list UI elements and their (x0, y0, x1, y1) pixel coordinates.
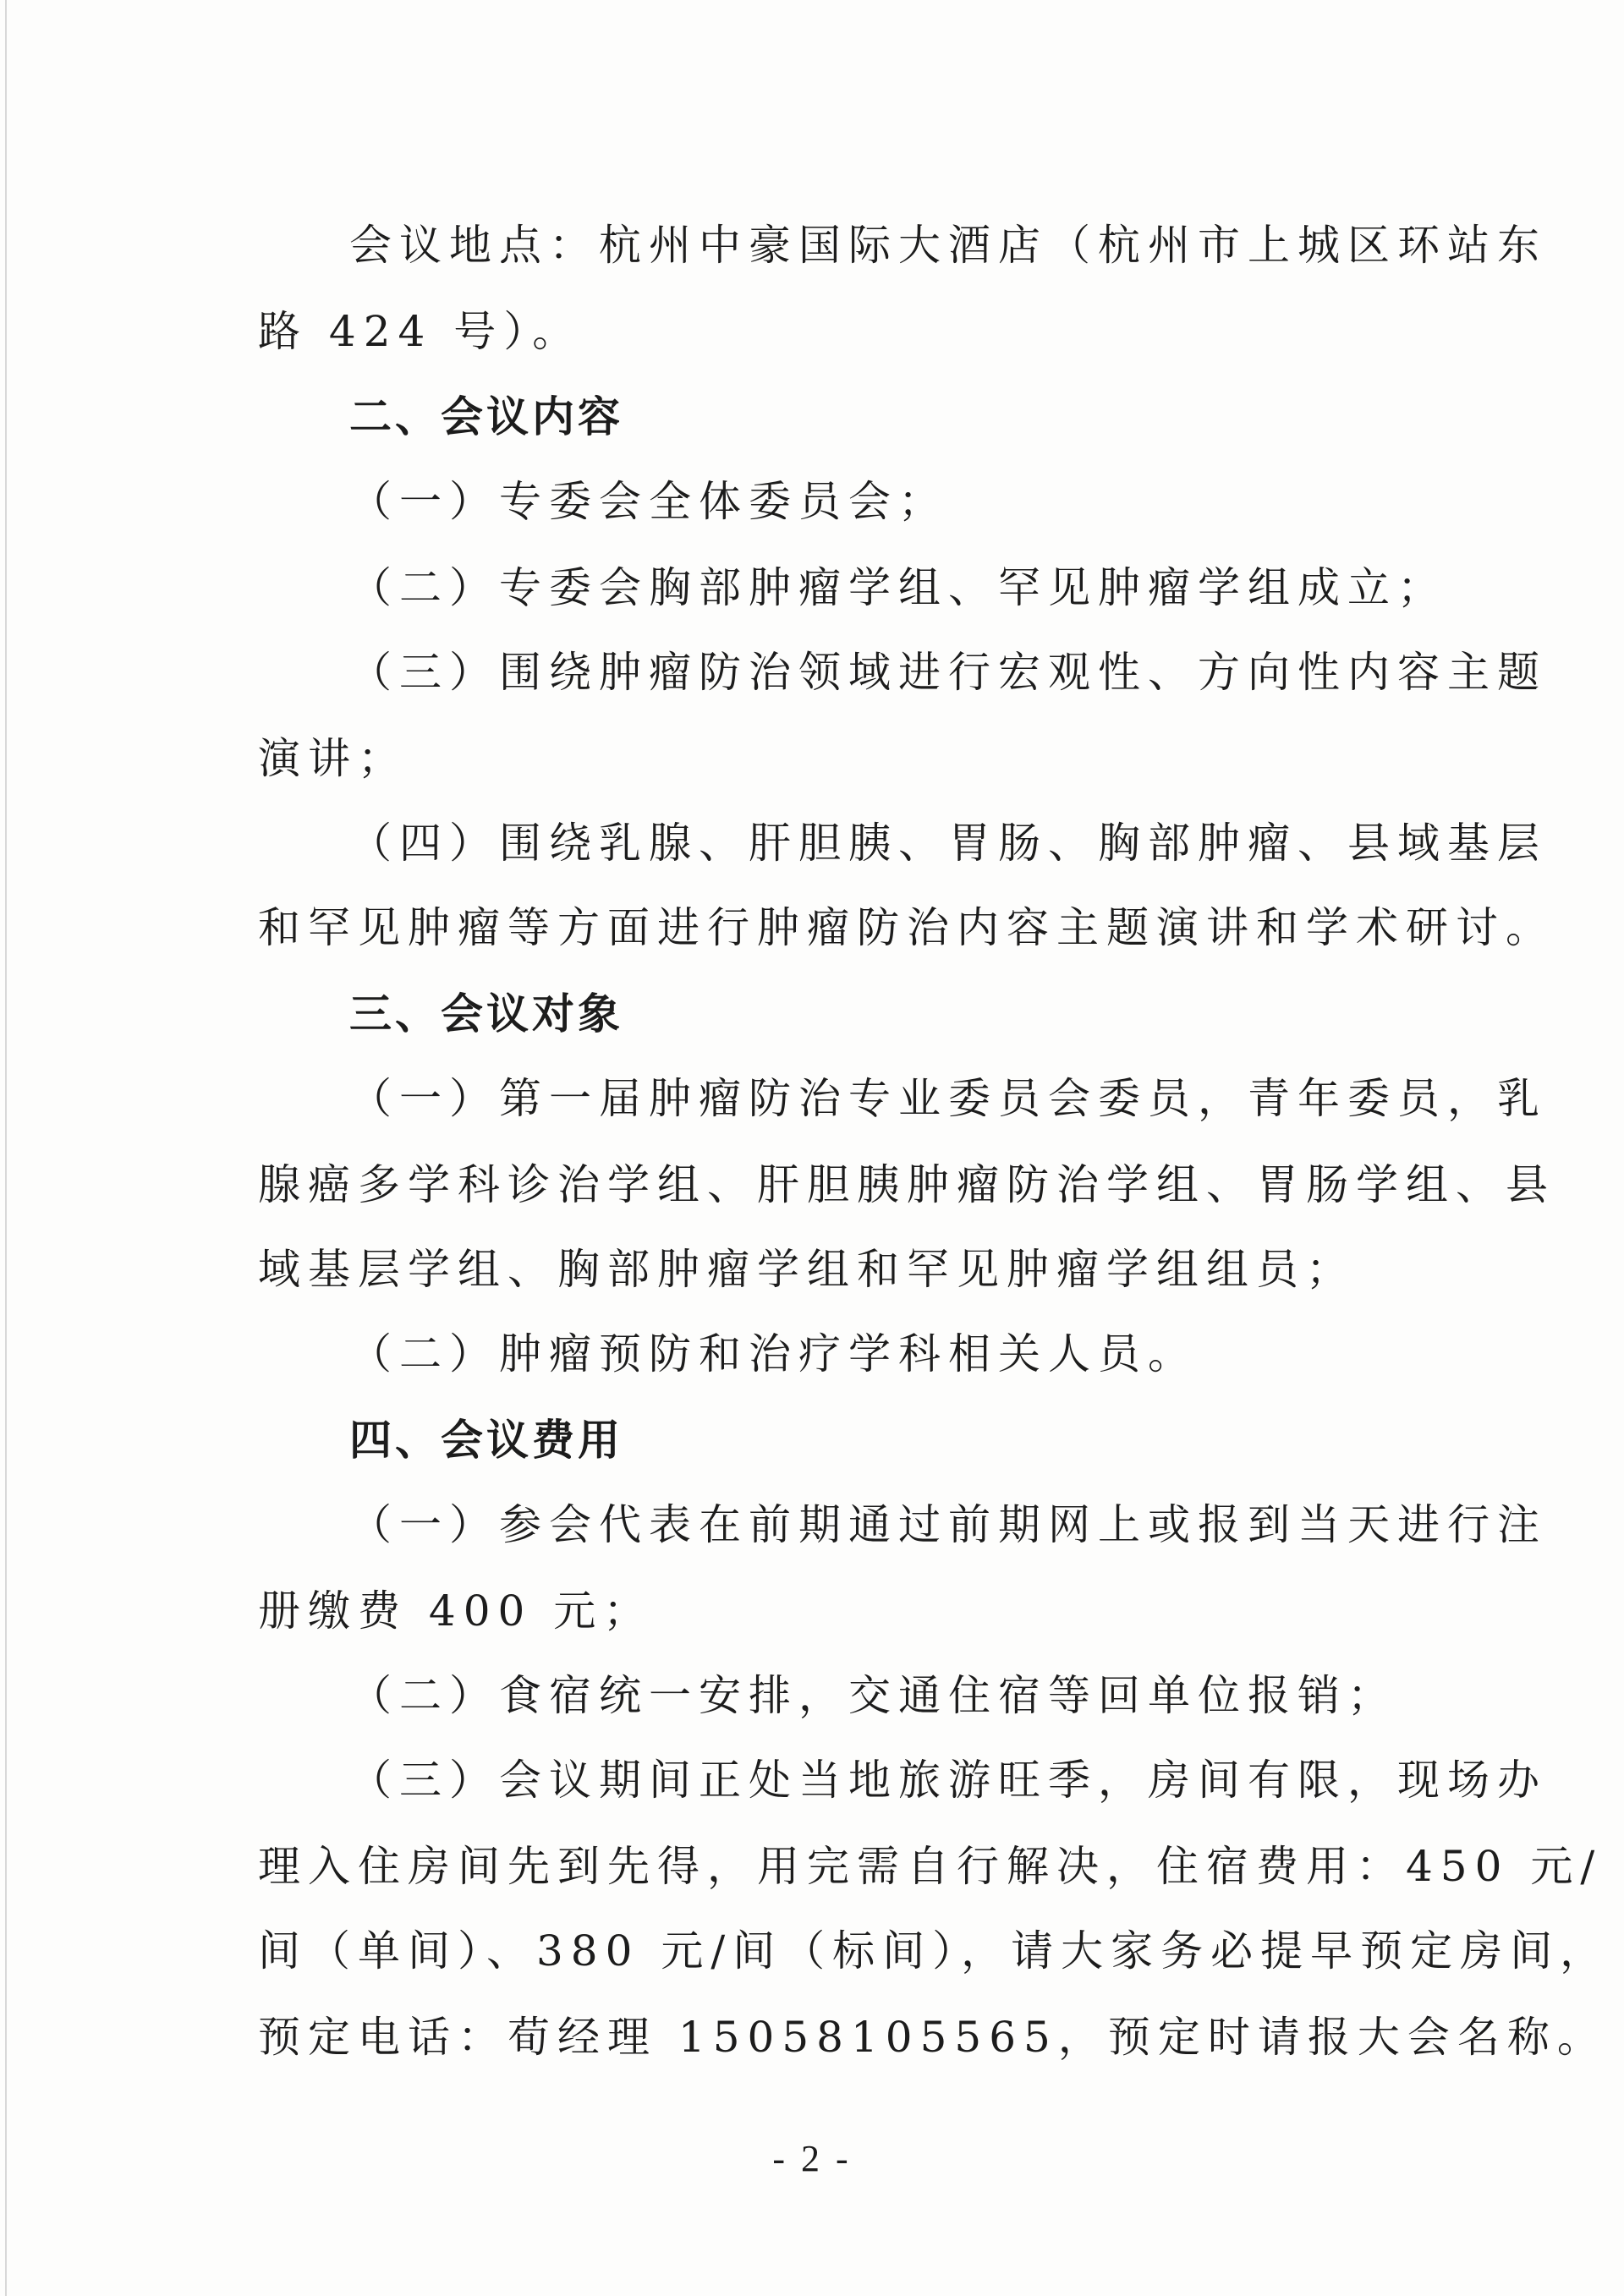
text-line: （四）围绕乳腺、肝胆胰、胃肠、胸部肿瘤、县域基层 (349, 819, 1547, 868)
text-line: （二）专委会胸部肿瘤学组、罕见肿瘤学组成立； (349, 563, 1447, 612)
text-line: 域基层学组、胸部肿瘤学组和罕见肿瘤学组组员； (258, 1245, 1356, 1294)
text-line: （三）围绕肿瘤防治领域进行宏观性、方向性内容主题 (349, 648, 1547, 697)
text-line: （一）参会代表在前期通过前期网上或报到当天进行注 (349, 1500, 1547, 1549)
text-line: （二）食宿统一安排，交通住宿等回单位报销； (349, 1671, 1397, 1720)
text-line: 腺癌多学科诊治学组、肝胆胰肿瘤防治学组、胃肠学组、县 (258, 1160, 1555, 1209)
text-line-venue: 会议地点：杭州中豪国际大酒店（杭州市上城区环站东 (349, 221, 1547, 270)
text-line: （一）专委会全体委员会； (349, 477, 948, 526)
text-line: 册缴费 400 元； (258, 1586, 654, 1636)
text-line-venue-cont: 路 424 号）。 (258, 307, 583, 356)
text-line: （三）会议期间正处当地旅游旺季，房间有限，现场办 (349, 1756, 1547, 1805)
text-line: 演讲； (258, 734, 408, 783)
text-line: （一）第一届肿瘤防治专业委员会委员，青年委员，乳 (349, 1074, 1547, 1123)
text-line: 预定电话：荀经理 15058105565，预定时请报大会名称。 (258, 2013, 1607, 2062)
section-heading-content: 二、会议内容 (349, 392, 623, 441)
scan-edge-line (5, 0, 7, 2296)
page-number: - 2 - (772, 2138, 852, 2179)
text-line: 理入住房间先到先得，用完需自行解决，住宿费用：450 元/ (258, 1842, 1603, 1891)
section-heading-fees: 四、会议费用 (349, 1416, 623, 1465)
section-heading-attendees: 三、会议对象 (349, 989, 623, 1038)
text-line: （二）肿瘤预防和治疗学科相关人员。 (349, 1329, 1198, 1378)
text-line: 间（单间）、380 元/间（标间），请大家务必提早预定房间， (258, 1926, 1610, 1975)
text-line: 和罕见肿瘤等方面进行肿瘤防治内容主题演讲和学术研讨。 (258, 903, 1555, 952)
